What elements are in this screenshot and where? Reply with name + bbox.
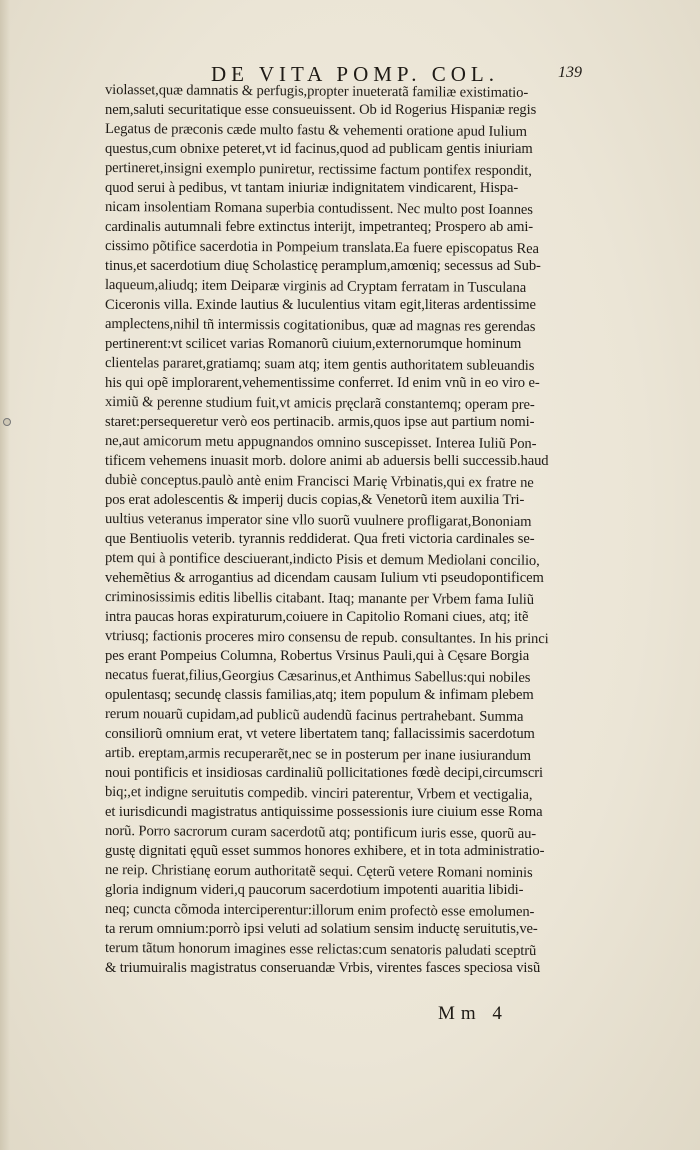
text-line: opulentasq; secundę classis familias,atq; item populum & infimam plebem [105, 686, 534, 703]
text-line: nem,saluti securitatique esse consueuissent. Ob id Rogerius Hispaniæ regis [105, 101, 537, 118]
text-line: Ciceronis villa. Exinde lautius & luculentius vitam egit,literas ardentissime [105, 296, 536, 313]
folio-number: 139 [558, 64, 582, 81]
text-line: ximiũ & perenne studium fuit,vt amicis pręclarã constantemq; operam pre- [104, 394, 535, 413]
text-line: amplectens,nihil tñ intermissis cogitationibus, quæ ad magnas res gerendas [104, 316, 536, 336]
text-line: pertinerent:vt scilicet varias Romanorũ ciuium,externorumque hominum [105, 335, 522, 352]
margin-mark [3, 418, 11, 426]
running-head: DE VITA POMP. COL. [210, 62, 500, 86]
text-line: intra paucas horas expiraturum,coiuere in Capitolio Romani ciues, atq; itẽ [105, 608, 529, 625]
text-line: et iurisdicundi magistratus antiquissime possessionis iure ciuium esse Roma [105, 803, 543, 820]
text-line: neq; cuncta cõmoda interciperentur:illorum enim profectò esse emolumen- [104, 901, 535, 920]
text-line: cissimo põtifice sacerdotia in Pompeium translata.Ea fuere episcopatus Rea [104, 238, 539, 258]
text-line: gustę dignitati ęquũ esset summos honores exhibere, et in tota administratio- [105, 842, 545, 859]
text-line: ne reip. Christianę eorum authoritatẽ sequi. Cęterũ vetere Romani nominis [104, 862, 533, 881]
text-line: vtriusq; factionis proceres miro consensu de repub. consultantes. In his princi [104, 628, 549, 648]
text-line: ptem qui à pontifice desciuerant,indicto Pisis et demum Mediolani concilio, [104, 550, 540, 570]
text-line: criminosissimis editis libellis citabant. Itaq; manante per Vrbem fama Iuliũ [104, 589, 535, 608]
signature-mark: Mm 4 [438, 1003, 508, 1024]
text-line: quod serui à pedibus, vt tantam iniuriæ indignitatem vindicarent, Hispa- [105, 179, 519, 196]
text-line: tinus,et sacerdotium diuę Scholasticę peramplum,amœniq; secessus ad Sub- [105, 257, 541, 274]
text-line: & triumuiralis magistratus conseruandæ Vrbis, virentes fasces speciosa visũ [105, 959, 541, 976]
text-line: noui pontificis et insidiosas cardinaliũ pollicitationes fœdè decipi,circumscri [105, 764, 543, 781]
text-line: cardinalis autumnali febre extinctus interijt, impetranteq; Prospero ab ami- [105, 218, 534, 235]
page-edge-shadow [0, 0, 10, 1150]
text-line: dubiè conceptus.paulò antè enim Francisci Marię Vrbinatis,qui ex fratre ne [104, 472, 534, 491]
text-line: pos erat adolescentis & imperij ducis copias,& Venetorũ item auxilia Tri- [105, 491, 525, 508]
text-line: nicam insolentiam Romana superbia contudissent. Nec multo post Ioannes [104, 199, 533, 218]
text-line: violasset,quæ damnatis & perfugis,propter inueteratã familiæ existimatio- [104, 82, 529, 101]
text-line: his qui opẽ implorarent,vehementissime conferret. Id enim vnũ in eo viro e- [105, 374, 540, 391]
text-line: clientelas pararet,gratiamq; suam atq; item gentis authoritatem subleuandis [104, 355, 535, 374]
text-line: consiliorũ omnium erat, vt vetere libertatem tanq; fallacissimis sacerdotum [105, 725, 535, 742]
text-line: norũ. Porro sacrorum curam sacerdotũ atq; pontificum iuris esse, quorũ au- [104, 823, 537, 843]
text-line: artib. ereptam,armis recuperarẽt,nec se in posterum per inane iusiurandum [104, 745, 531, 764]
text-line: Legatus de præconis cæde multo fastu & vehementi oratione apud Iulium [104, 121, 527, 140]
text-line: que Bentiuolis veterib. tyrannis reddiderat. Qua freti victoria cardinales se- [105, 530, 535, 547]
text-line: pes erant Pompeius Columna, Robertus Vrsinus Pauli,qui à Cęsare Borgia [105, 647, 530, 664]
text-line: ta rerum omnium:porrò ipsi veluti ad solatium sensim inductę seruitutis,ve- [105, 920, 538, 937]
text-line: necatus fuerat,filius,Georgius Cæsarinus,et Anthimus Sabellus:qui nobiles [104, 667, 531, 686]
text-line: uultius veteranus imperator sine vllo suorũ vuulnere profligarat,Bononiam [104, 511, 532, 530]
text-line: questus,cum obnixe peteret,vt id facinus,quod ad publicam gentis iniuriam [105, 140, 533, 157]
text-line: biq;,et indigne seruitutis compedib. vinciri paterentur, Vrbem et vectigalia, [104, 784, 533, 803]
text-line: ne,aut amicorum metu appugnandos omnino suscepisset. Interea Iuliũ Pon- [104, 433, 537, 453]
text-line: tificem vehemens inuasit morb. dolore animi ab aduersis belli successib.haud [105, 452, 549, 469]
text-line: pertineret,insigni exemplo puniretur, rectissime factum pontifex respondit, [104, 160, 532, 179]
text-line: terum tãtum honorum imagines esse relictas:cum senatoris paludati sceptrũ [104, 940, 537, 960]
text-line: laqueum,aliudq; item Deiparæ virginis ad Cryptam ferratam in Tusculana [104, 277, 527, 296]
text-line: gloria indignum videri,q paucorum sacerdotium impotenti auaritia libidi- [105, 881, 524, 898]
text-block [105, 81, 593, 978]
text-line: rerum nouarũ cupidam,ad publicũ audendũ facinus pertrahebant. Summa [104, 706, 524, 725]
text-line: vehemẽtius & arrogantius ad dicendam causam Iulium vti pseudopontificem [105, 569, 544, 586]
text-line: staret:persequeretur verò eos pertinacib. armis,quos ipse aut partium nomi- [105, 413, 535, 430]
